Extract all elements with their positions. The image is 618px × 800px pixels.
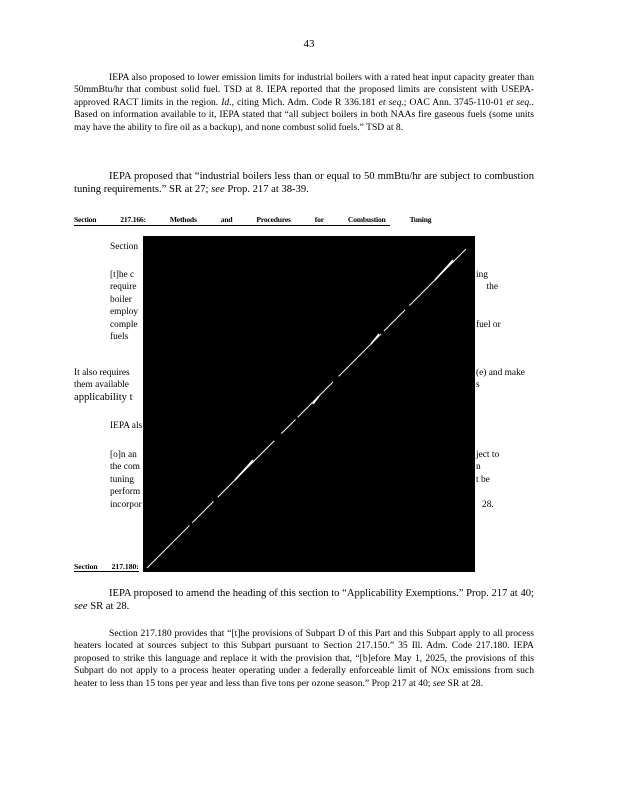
fragment-quote2-left: [o]n an the com tuning perform incorpor [110,450,142,510]
section-heading-217-180: Section 217.180: [74,562,139,571]
paragraph-section-217-180: Section 217.180 provides that “[t]he provisions of Subpart D of this Part and this Subpart apply to all process heaters located at sources subject to this Subpart pursuant to Section 217.150.” 35 Ill. Adm. Code 217.180. IEPA proposed to strike this language and replace it with the provision that, “[b]efore May 1, 2025, the provisions of this Subpart do not apply to a process heater operating under a federally enforceable limit of NOx emissions from such heater to less than 15 tons per year and less than five tons per ozone season.” Prop 217 at 40; see SR at 28. [74,628,534,689]
fragment-section: Section [110,242,139,252]
paragraph-boiler-limits: IEPA also proposed to lower emission limits for industrial boilers with a rated heat input capacity greater than 50mmBtu/hr that combust solid fuel. TSD at 8. IEPA reported that the proposed limits are consistent with USEPA-approved RACT limits in the region. Id., citing Mich. Adm. Code R 336.181 et seq.; OAC Ann. 3745-110-01 et seq.. Based on information available to it, IEPA stated that “all subject boilers in both NAAs fire gaseous fuels (some units may have the ability to fire oil as a backup), and none combust solid fuels.” TSD at 8. [74,72,534,133]
paragraph-combustion-tuning: IEPA proposed that “industrial boilers less than or equal to 50 mmBtu/hr are subject to combustion tuning requirements.” SR at 27; see Prop. 217 at 38-39. [74,171,534,195]
diagonal-scan-line [143,236,475,572]
fragment-quote2-right: ject to n t be 28. [476,450,500,510]
paragraph-amend-heading: IEPA proposed to amend the heading of this section to “Applicability Exemptions.” Prop. 217 at 40; see SR at 28. [74,588,534,612]
et-seq-2: et seq. [506,96,532,108]
fragment-iepa: IEPA als [110,421,143,431]
fragment-quote1-right: ing the fuel or [476,270,501,330]
fragment-p3-right: (e) and make s [476,368,525,391]
fragment-p3-left: It also requires them available applicability t [74,368,133,403]
redaction-block [143,236,475,572]
section-heading-217-166: Section 217.166: Methods and Procedures for Combustion Tuning [74,215,432,224]
fragment-quote1-left: [t]he c require boiler employ comple fuels [110,270,139,343]
page-number: 43 [303,38,315,50]
